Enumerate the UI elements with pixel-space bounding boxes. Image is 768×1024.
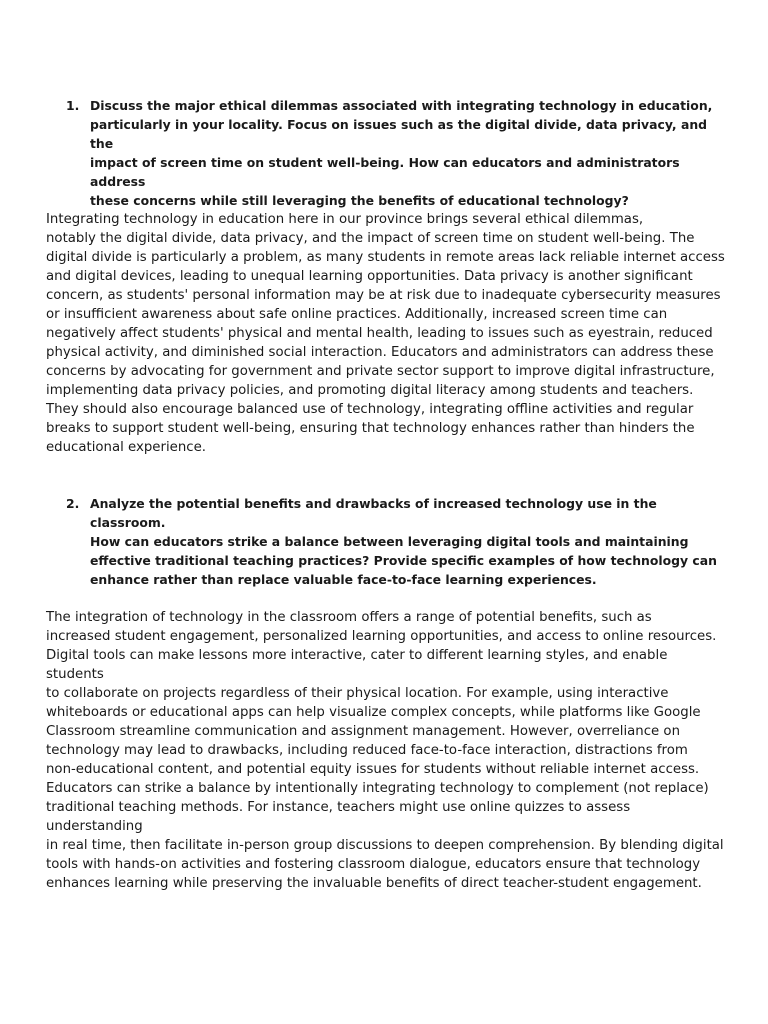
question-2 [66, 494, 726, 589]
question-1 [66, 96, 726, 210]
question-1-number: 1. [66, 98, 80, 113]
question-2-number: 2. [66, 496, 80, 511]
answer-1-paragraph: Integrating technology in education here in our province brings several ethical dilemmas, notably the digital divide, data privacy, and the impact of screen time on student well-being. The digital divide is particularly a problem, as many students in remote areas lack reliable internet access and digital devices, leading to unequal learning opportunities. Data privacy is another significant concern, as students' personal information may be at risk due to inadequate cybersecurity measures or insufficient awareness about safe online practices. Additionally, increased screen time can negatively affect students' physical and mental health, leading to issues such as eyestrain, reduced physical activity, and diminished social interaction. Educators and administrators can address these concerns by advocating for government and private sector support to improve digital infrastructure, implementing data privacy policies, and promoting digital literacy among students and teachers. They should also encourage balanced use of technology, integrating offline activities and regular breaks to support student well-being, ensuring that technology enhances rather than hinders the educational experience. [46, 212, 725, 455]
question-1-text: Discuss the major ethical dilemmas associated with integrating technology in education, particularly in your locality. Focus on issues such as the digital divide, data privacy, and the impact of screen time on student well-being. How can educators and administrators address these concerns while still leveraging the benefits of educational technology? [90, 98, 713, 208]
question-2-text: Analyze the potential benefits and drawbacks of increased technology use in the classroom. How can educators strike a balance between leveraging digital tools and maintaining effective traditional teaching practices? Provide specific examples of how technology can enhance rather than replace valuable face-to-face learning experiences. [90, 496, 717, 587]
answer-2-paragraph: The integration of technology in the classroom offers a range of potential benefits, such as increased student engagement, personalized learning opportunities, and access to online resources. Digital tools can make lessons more interactive, cater to different learning styles, and enable students to collaborate on projects regardless of their physical location. For example, using interactive whiteboards or educational apps can help visualize complex concepts, while platforms like Google Classroom streamline communication and assignment management. However, overreliance on technology may lead to drawbacks, including reduced face-to-face interaction, distractions from non-educational content, and potential equity issues for students without reliable internet access. Educators can strike a balance by intentionally integrating technology to complement (not replace) traditional teaching methods. For instance, teachers might use online quizzes to assess understanding in real time, then facilitate in-person group discussions to deepen comprehension. By blending digital tools with hands-on activities and fostering classroom dialogue, educators ensure that technology enhances learning while preserving the invaluable benefits of direct teacher-student engagement. [46, 610, 724, 891]
